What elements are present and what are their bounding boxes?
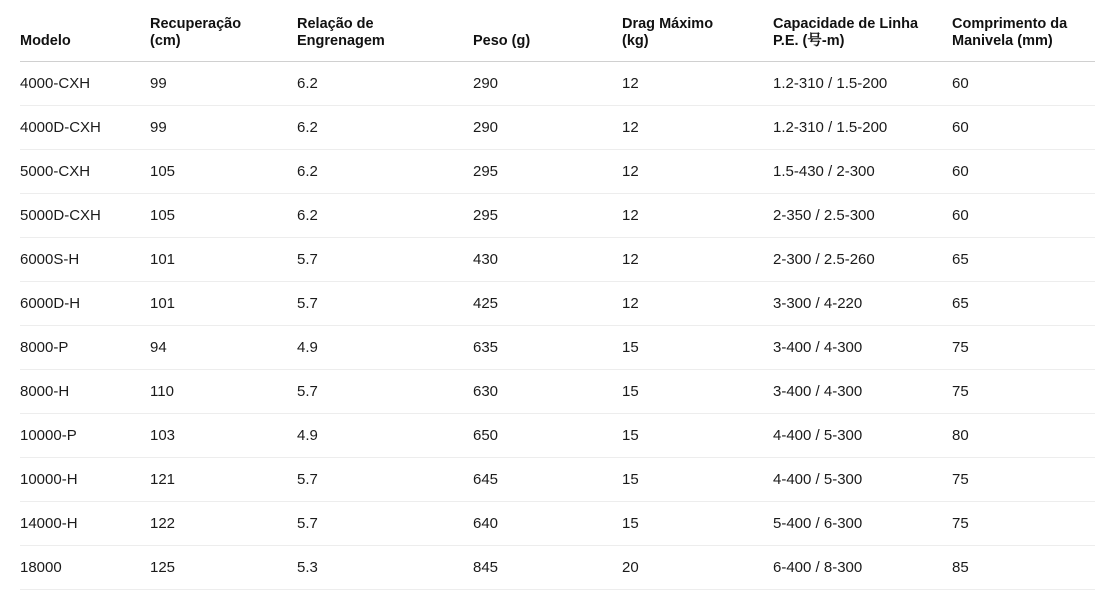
- header-line: Drag Máximo: [622, 16, 714, 32]
- table-row: [20, 413, 1095, 457]
- cell-modelo: 10000-P: [20, 413, 150, 457]
- cell-recuperacao: 99: [150, 61, 297, 105]
- col-header-recuperacao: [150, 0, 297, 61]
- header-row: [20, 0, 1095, 61]
- table-row: [20, 149, 1095, 193]
- cell-recuperacao: 125: [150, 545, 297, 589]
- cell-drag: 15: [622, 413, 773, 457]
- table-row: [20, 369, 1095, 413]
- cell-capacidade: 1.2-310 / 1.5-200: [773, 61, 952, 105]
- cell-capacidade: 4-400 / 5-300: [773, 457, 952, 501]
- cell-drag: 15: [622, 501, 773, 545]
- cell-recuperacao: 122: [150, 501, 297, 545]
- cell-modelo: 6000S-H: [20, 237, 150, 281]
- cell-drag: 15: [622, 325, 773, 369]
- cell-capacidade: 3-400 / 4-300: [773, 369, 952, 413]
- cell-relacao: 5.7: [297, 281, 473, 325]
- cell-drag: 12: [622, 237, 773, 281]
- header-line: Comprimento da: [952, 16, 1068, 32]
- cell-relacao: 5.7: [297, 457, 473, 501]
- cell-relacao: 6.2: [297, 61, 473, 105]
- cell-peso: 295: [473, 193, 622, 237]
- cell-drag: 15: [622, 369, 773, 413]
- cell-manivela: 75: [952, 369, 1095, 413]
- cell-relacao: 4.9: [297, 413, 473, 457]
- cell-recuperacao: 105: [150, 193, 297, 237]
- cell-drag: 12: [622, 281, 773, 325]
- cell-capacidade: 6-400 / 8-300: [773, 545, 952, 589]
- cell-recuperacao: 105: [150, 149, 297, 193]
- table-row: [20, 237, 1095, 281]
- cell-relacao: 5.7: [297, 237, 473, 281]
- col-header-peso: [473, 0, 622, 61]
- cell-modelo: 10000-H: [20, 457, 150, 501]
- cell-capacidade: 4-400 / 5-300: [773, 413, 952, 457]
- header-line: Manivela (mm): [952, 33, 1053, 50]
- cell-relacao: 5.7: [297, 501, 473, 545]
- table-row: [20, 281, 1095, 325]
- col-header-comprimento-manivela: [952, 0, 1095, 61]
- cell-manivela: 60: [952, 61, 1095, 105]
- cell-capacidade: 5-400 / 6-300: [773, 501, 952, 545]
- cell-manivela: 80: [952, 413, 1095, 457]
- cell-manivela: 60: [952, 105, 1095, 149]
- table-row: [20, 545, 1095, 589]
- cell-drag: 12: [622, 105, 773, 149]
- table-row: [20, 61, 1095, 105]
- table-row: [20, 193, 1095, 237]
- cell-capacidade: 1.5-430 / 2-300: [773, 149, 952, 193]
- cell-relacao: 6.2: [297, 149, 473, 193]
- cell-modelo: 5000D-CXH: [20, 193, 150, 237]
- cell-relacao: 5.3: [297, 545, 473, 589]
- table-body: [20, 61, 1095, 589]
- cell-drag: 20: [622, 545, 773, 589]
- cell-peso: 640: [473, 501, 622, 545]
- cell-recuperacao: 110: [150, 369, 297, 413]
- cell-relacao: 5.7: [297, 369, 473, 413]
- col-header-drag-maximo: [622, 0, 773, 61]
- cell-recuperacao: 121: [150, 457, 297, 501]
- cell-modelo: 14000-H: [20, 501, 150, 545]
- cell-drag: 12: [622, 193, 773, 237]
- col-header-relacao-engrenagem: [297, 0, 473, 61]
- cell-peso: 645: [473, 457, 622, 501]
- col-header-modelo: [20, 0, 150, 61]
- cell-recuperacao: 99: [150, 105, 297, 149]
- header-line: Recuperação: [150, 16, 242, 32]
- cell-modelo: 8000-H: [20, 369, 150, 413]
- cell-drag: 12: [622, 149, 773, 193]
- cell-manivela: 65: [952, 237, 1095, 281]
- cell-manivela: 60: [952, 149, 1095, 193]
- header-line: Relação de: [297, 16, 374, 32]
- table-row: [20, 325, 1095, 369]
- header-line: Peso (g): [473, 33, 531, 50]
- cell-peso: 635: [473, 325, 622, 369]
- cell-peso: 290: [473, 105, 622, 149]
- cell-modelo: 8000-P: [20, 325, 150, 369]
- header-line: Modelo: [20, 33, 71, 50]
- table-row: [20, 457, 1095, 501]
- col-header-capacidade-linha: [773, 0, 952, 61]
- cell-recuperacao: 103: [150, 413, 297, 457]
- cell-manivela: 75: [952, 325, 1095, 369]
- cell-modelo: 6000D-H: [20, 281, 150, 325]
- cell-manivela: 65: [952, 281, 1095, 325]
- header-line: (cm): [150, 33, 181, 50]
- header-line: Engrenagem: [297, 33, 385, 50]
- table-row: [20, 501, 1095, 545]
- spec-table: [20, 0, 1095, 590]
- cell-capacidade: 1.2-310 / 1.5-200: [773, 105, 952, 149]
- table-row: [20, 105, 1095, 149]
- cell-capacidade: 3-400 / 4-300: [773, 325, 952, 369]
- cell-recuperacao: 101: [150, 237, 297, 281]
- cell-manivela: 75: [952, 457, 1095, 501]
- cell-modelo: 4000-CXH: [20, 61, 150, 105]
- cell-relacao: 6.2: [297, 193, 473, 237]
- cell-peso: 290: [473, 61, 622, 105]
- cell-capacidade: 2-300 / 2.5-260: [773, 237, 952, 281]
- cell-peso: 295: [473, 149, 622, 193]
- cell-manivela: 85: [952, 545, 1095, 589]
- cell-manivela: 75: [952, 501, 1095, 545]
- header-line: P.E. (号-m): [773, 33, 845, 50]
- header-line: (kg): [622, 33, 649, 50]
- cell-relacao: 4.9: [297, 325, 473, 369]
- table-header: [20, 0, 1095, 61]
- cell-manivela: 60: [952, 193, 1095, 237]
- cell-drag: 15: [622, 457, 773, 501]
- cell-peso: 630: [473, 369, 622, 413]
- cell-relacao: 6.2: [297, 105, 473, 149]
- cell-peso: 430: [473, 237, 622, 281]
- cell-peso: 425: [473, 281, 622, 325]
- header-line: Capacidade de Linha: [773, 16, 919, 32]
- cell-modelo: 5000-CXH: [20, 149, 150, 193]
- cell-peso: 650: [473, 413, 622, 457]
- cell-modelo: 18000: [20, 545, 150, 589]
- cell-capacidade: 3-300 / 4-220: [773, 281, 952, 325]
- cell-drag: 12: [622, 61, 773, 105]
- cell-recuperacao: 94: [150, 325, 297, 369]
- cell-recuperacao: 101: [150, 281, 297, 325]
- cell-peso: 845: [473, 545, 622, 589]
- cell-modelo: 4000D-CXH: [20, 105, 150, 149]
- cell-capacidade: 2-350 / 2.5-300: [773, 193, 952, 237]
